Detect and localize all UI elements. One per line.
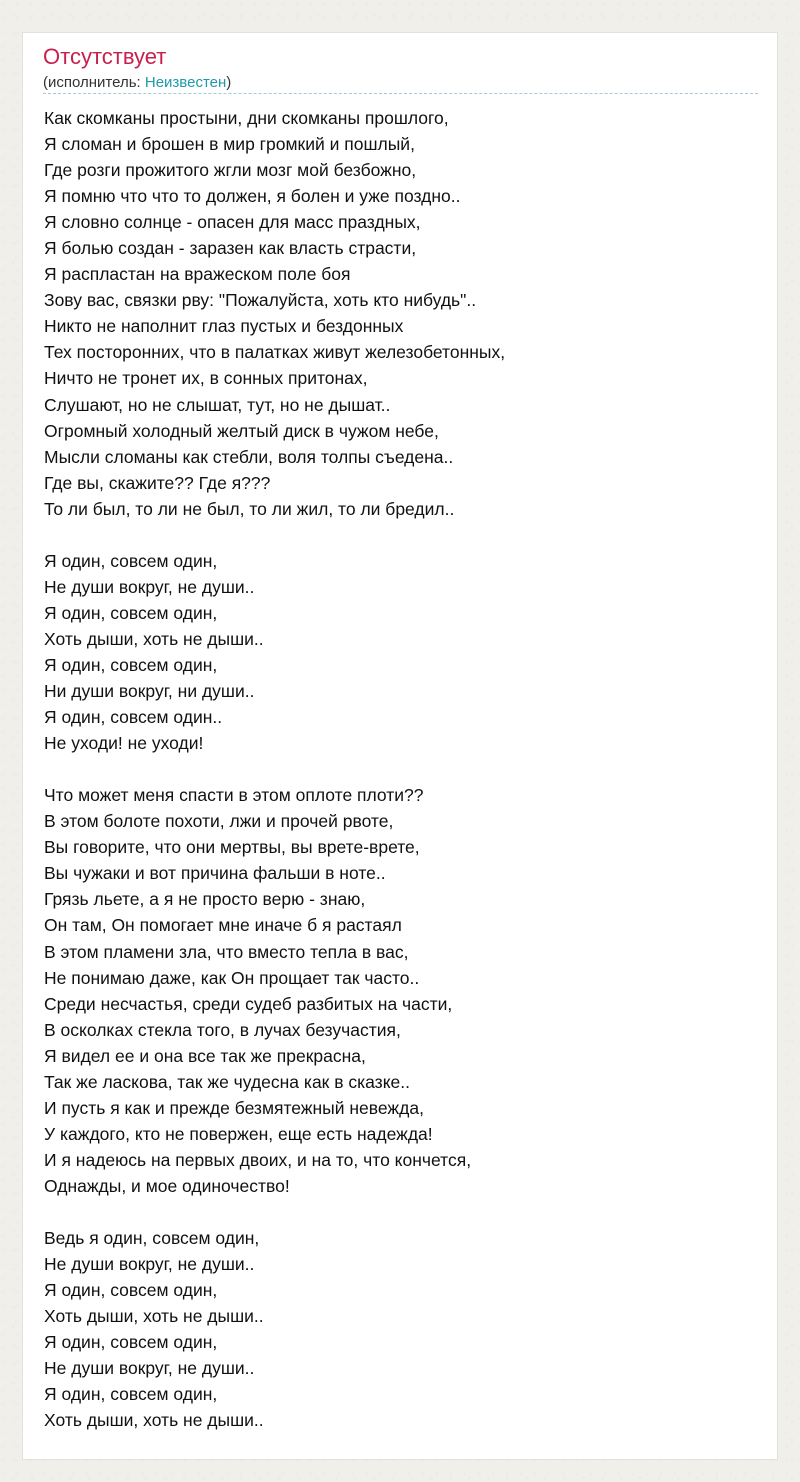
lyrics-line: Ни души вокруг, ни души.. (44, 681, 255, 702)
lyrics-line: Я один, совсем один, (44, 550, 218, 571)
lyrics-line: Я помню что что то должен, я болен и уже поздно.. (44, 186, 461, 207)
lyrics-line: Хоть дыши, хоть не дыши.. (44, 1306, 264, 1327)
lyrics-line: Ведь я один, совсем один, (44, 1228, 260, 1249)
lyrics-line: Я один, совсем один, (44, 1280, 218, 1301)
lyrics-line: Тех посторонних, что в палатках живут железобетонных, (44, 342, 506, 363)
lyrics-line: Не души вокруг, не души.. (44, 1358, 255, 1379)
lyrics-line: Я один, совсем один.. (44, 707, 223, 728)
song-title: Отсутствует (43, 44, 167, 69)
lyrics-line: И я надеюсь на первых двоих, и на то, что кончется, (44, 1149, 472, 1170)
artist-prefix: (исполнитель: (43, 74, 145, 91)
title-divider (43, 93, 758, 94)
lyrics-line: В осколках стекла того, в лучах безучастия, (44, 1019, 401, 1040)
lyrics-line: Не уходи! не уходи! (44, 733, 204, 754)
lyrics-line: Где розги прожитого жгли мозг мой безбожно, (44, 160, 417, 181)
lyrics-line: Хоть дыши, хоть не дыши.. (44, 628, 264, 649)
lyrics-line: Я видел ее и она все так же прекрасна, (44, 1045, 366, 1066)
lyrics-line: У каждого, кто не повержен, еще есть надежда! (44, 1123, 433, 1144)
lyrics-line: В этом пламени зла, что вместо тепла в вас, (44, 941, 409, 962)
lyrics-text (44, 105, 759, 1459)
lyrics-line: И пусть я как и прежде безмятежный невежда, (44, 1097, 424, 1118)
lyrics-line: Не души вокруг, не души.. (44, 576, 255, 597)
lyrics-line: Как скомканы простыни, дни скомканы прошлого, (44, 108, 449, 128)
lyrics-line: Он там, Он помогает мне иначе б я растаял (44, 915, 402, 936)
lyrics-line: Я болью создан - заразен как власть страсти, (44, 238, 417, 259)
lyrics-line: Однажды, и мое одиночество! (44, 1175, 290, 1196)
lyrics-line: Не души вокруг, не души.. (44, 1254, 255, 1275)
lyrics-stanza (44, 1225, 759, 1433)
lyrics-line: Слушают, но не слышат, тут, но не дышат.. (44, 394, 391, 415)
lyrics-line: Среди несчастья, среди судеб разбитых на части, (44, 993, 453, 1014)
lyrics-card (22, 32, 778, 1460)
artist-suffix: ) (226, 74, 232, 91)
lyrics-line: Я один, совсем один, (44, 1384, 218, 1405)
lyrics-line: Ничто не тронет их, в сонных притонах, (44, 368, 368, 389)
lyrics-line: Грязь льете, а я не просто верю - знаю, (44, 889, 366, 910)
lyrics-line: Что может меня спасти в этом оплоте плоти?? (44, 785, 424, 806)
lyrics-line: Мысли сломаны как стебли, воля толпы съедена.. (44, 446, 454, 467)
lyrics-line: Зову вас, связки рву: "Пожалуйста, хоть кто нибудь".. (44, 290, 477, 311)
lyrics-line: Я словно солнце - опасен для масс праздных, (44, 212, 421, 233)
lyrics-line: Вы чужаки и вот причина фальши в ноте.. (44, 863, 386, 884)
lyrics-stanza (44, 548, 759, 756)
lyrics-line: То ли был, то ли не был, то ли жил, то ли бредил.. (44, 498, 455, 519)
lyrics-line: Не понимаю даже, как Он прощает так часто.. (44, 967, 420, 988)
artist-link[interactable]: Неизвестен (144, 74, 227, 91)
lyrics-line: Я один, совсем один, (44, 654, 218, 675)
lyrics-line: Я один, совсем один, (44, 1332, 218, 1353)
lyrics-line: Я сломан и брошен в мир громкий и пошлый, (44, 134, 415, 155)
lyrics-line: Я один, совсем один, (44, 602, 218, 623)
lyrics-line: Хоть дыши, хоть не дыши.. (44, 1410, 264, 1431)
lyrics-line: Огромный холодный желтый диск в чужом небе, (44, 420, 439, 441)
lyrics-line: Я распластан на вражеском поле боя (44, 264, 351, 285)
lyrics-stanza (44, 105, 759, 522)
lyrics-line: Так же ласкова, так же чудесна как в сказке.. (44, 1071, 411, 1092)
lyrics-line: В этом болоте похоти, лжи и прочей рвоте, (44, 811, 394, 832)
lyrics-line: Никто не наполнит глаз пустых и бездонных (44, 316, 404, 337)
artist-line (43, 74, 231, 91)
lyrics-line: Где вы, скажите?? Где я??? (44, 472, 271, 493)
lyrics-line: Вы говорите, что они мертвы, вы врете-врете, (44, 837, 420, 858)
lyrics-stanza (44, 782, 759, 1199)
